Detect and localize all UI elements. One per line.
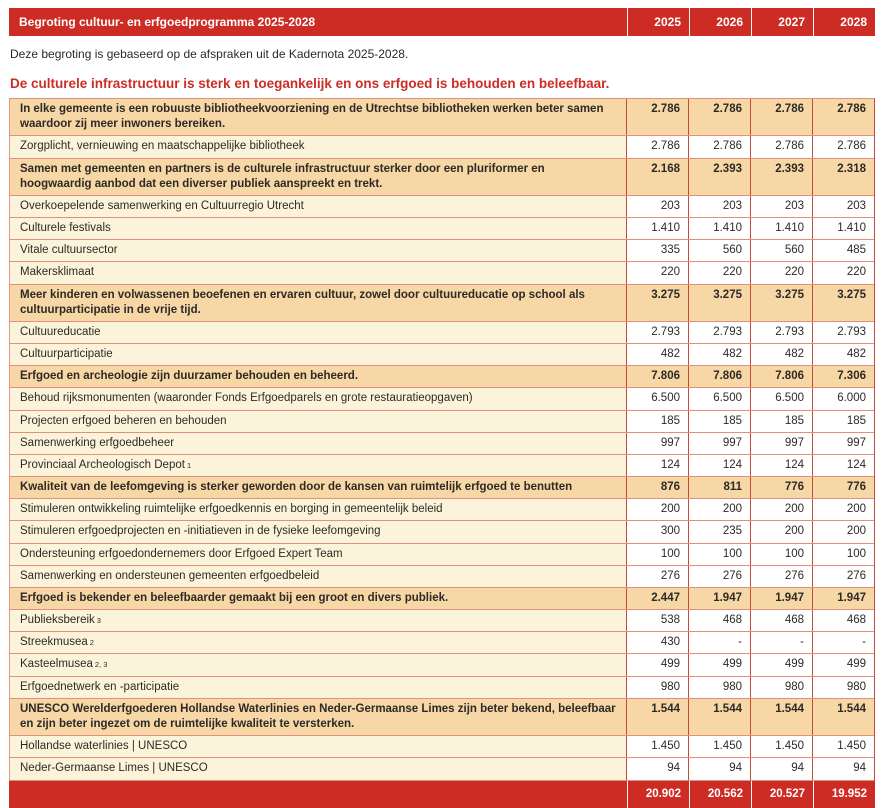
table-row [10, 736, 874, 758]
value-cell-2027: 776 [750, 477, 812, 498]
value-cell-2027: 203 [750, 196, 812, 217]
table-row [10, 136, 874, 158]
table-row [10, 240, 874, 262]
row-label: Streekmusea 2 [10, 632, 626, 653]
value-cell-2025: 185 [626, 411, 688, 432]
row-label: Overkoepelende samenwerking en Cultuurregio Utrecht [10, 196, 626, 217]
value-cell-2025: 200 [626, 499, 688, 520]
row-label: Provinciaal Archeologisch Depot 1 [10, 455, 626, 476]
value-cell-2025: 2.793 [626, 322, 688, 343]
value-cell-2028: 997 [812, 433, 874, 454]
value-cell-2025: 2.786 [626, 99, 688, 135]
table-row [10, 544, 874, 566]
value-cell-2028: 94 [812, 758, 874, 779]
value-cell-2025: 1.410 [626, 218, 688, 239]
value-cell-2028: 499 [812, 654, 874, 675]
value-cell-2028: 6.000 [812, 388, 874, 409]
value-cell-2026: 3.275 [688, 285, 750, 321]
value-cell-2028: 980 [812, 677, 874, 698]
value-cell-2026: 2.786 [688, 99, 750, 135]
value-cell-2025: 7.806 [626, 366, 688, 387]
value-cell-2026: 811 [688, 477, 750, 498]
value-cell-2025: 2.786 [626, 136, 688, 157]
row-label: Erfgoed is bekender en beleefbaarder gemaakt bij een groot en divers publiek. [20, 591, 449, 604]
value-cell-2028: 776 [812, 477, 874, 498]
value-cell-2025: 300 [626, 521, 688, 542]
year-header-2027: 2027 [751, 8, 813, 36]
row-label: In elke gemeente is een robuuste bibliotheekvoorziening en de Utrechtse bibliotheken werken beter samen waardoor zij meer inwoners bereiken. [20, 103, 604, 131]
table-row [10, 588, 874, 610]
value-cell-2027: 100 [750, 544, 812, 565]
value-cell-2025: 1.544 [626, 699, 688, 735]
value-cell-2027: 220 [750, 262, 812, 283]
table-row [10, 411, 874, 433]
value-cell-2028: - [812, 632, 874, 653]
year-header-2026: 2026 [689, 8, 751, 36]
value-cell-2025: 499 [626, 654, 688, 675]
row-label: Cultuureducatie [10, 322, 626, 343]
value-cell-2026: 2.793 [688, 322, 750, 343]
row-label: Ondersteuning erfgoedondernemers door Erfgoed Expert Team [10, 544, 626, 565]
value-cell-2026: 100 [688, 544, 750, 565]
value-cell-2028: 1.410 [812, 218, 874, 239]
value-cell-2026: 203 [688, 196, 750, 217]
value-cell-2028: 2.318 [812, 159, 874, 195]
table-row [10, 322, 874, 344]
value-cell-2027: 94 [750, 758, 812, 779]
value-cell-2028: 2.786 [812, 99, 874, 135]
value-cell-2027: 482 [750, 344, 812, 365]
value-cell-2027: 185 [750, 411, 812, 432]
table-row [10, 477, 874, 499]
table-row [10, 566, 874, 588]
value-cell-2028: 2.786 [812, 136, 874, 157]
table-row [10, 521, 874, 543]
value-cell-2028: 1.544 [812, 699, 874, 735]
table-row [10, 218, 874, 240]
row-label: Samenwerking erfgoedbeheer [10, 433, 626, 454]
value-cell-2026: 276 [688, 566, 750, 587]
value-cell-2026: 1.544 [688, 699, 750, 735]
value-cell-2027: 6.500 [750, 388, 812, 409]
table-row [10, 262, 874, 284]
value-cell-2028: 1.450 [812, 736, 874, 757]
row-label: Culturele festivals [10, 218, 626, 239]
value-cell-2028: 482 [812, 344, 874, 365]
row-label: Makersklimaat [10, 262, 626, 283]
value-cell-2028: 485 [812, 240, 874, 261]
table-row [10, 455, 874, 477]
value-cell-2025: 100 [626, 544, 688, 565]
value-cell-2027: 2.786 [750, 99, 812, 135]
value-cell-2026: 1.947 [688, 588, 750, 609]
table-title: Begroting cultuur- en erfgoedprogramma 2025-2028 [19, 15, 316, 29]
value-cell-2025: 94 [626, 758, 688, 779]
value-cell-2025: 482 [626, 344, 688, 365]
value-cell-2027: 1.947 [750, 588, 812, 609]
value-cell-2026: 94 [688, 758, 750, 779]
table-row [10, 285, 874, 322]
value-cell-2027: 1.450 [750, 736, 812, 757]
value-cell-2025: 2.447 [626, 588, 688, 609]
value-cell-2026: 997 [688, 433, 750, 454]
row-label: Samen met gemeenten en partners is de culturele infrastructuur sterker door een pluriformer en hoogwaardig aanbod dat een diverser publiek aanspreekt en trekt. [20, 162, 545, 190]
value-cell-2027: 997 [750, 433, 812, 454]
value-cell-2027: 124 [750, 455, 812, 476]
budget-table [9, 98, 875, 781]
intro-text: Deze begroting is gebaseerd op de afspraken uit de Kadernota 2025-2028. [10, 47, 409, 61]
value-cell-2027: 560 [750, 240, 812, 261]
value-cell-2027: 200 [750, 521, 812, 542]
table-row [10, 499, 874, 521]
totals-row [9, 781, 875, 808]
value-cell-2026: 468 [688, 610, 750, 631]
total-2025: 20.902 [627, 781, 689, 808]
value-cell-2025: 538 [626, 610, 688, 631]
value-cell-2026: 560 [688, 240, 750, 261]
table-row [10, 388, 874, 410]
value-cell-2026: 499 [688, 654, 750, 675]
row-label: Neder-Germaanse Limes | UNESCO [10, 758, 626, 779]
table-header [9, 8, 875, 36]
value-cell-2027: 468 [750, 610, 812, 631]
value-cell-2028: 468 [812, 610, 874, 631]
value-cell-2028: 220 [812, 262, 874, 283]
row-label: Erfgoed en archeologie zijn duurzamer behouden en beheerd. [20, 370, 359, 383]
value-cell-2027: 2.393 [750, 159, 812, 195]
row-label: Zorgplicht, vernieuwing en maatschappelijke bibliotheek [10, 136, 626, 157]
row-label: Kasteelmusea 2, 3 [10, 654, 626, 675]
value-cell-2028: 200 [812, 499, 874, 520]
total-2028: 19.952 [813, 781, 875, 808]
value-cell-2025: 430 [626, 632, 688, 653]
row-label: Publieksbereik 3 [10, 610, 626, 631]
value-cell-2026: 2.786 [688, 136, 750, 157]
value-cell-2028: 7.306 [812, 366, 874, 387]
row-label: UNESCO Werelderfgoederen Hollandse Waterlinies en Neder-Germaanse Limes zijn beter bekend, beleefbaar en zijn beter ingezet om de ruimtelijke kwaliteit te versterken. [20, 702, 616, 730]
table-row [10, 196, 874, 218]
value-cell-2027: 7.806 [750, 366, 812, 387]
section-heading: De culturele infrastructuur is sterk en toegankelijk en ons erfgoed is behouden en beleefbaar. [10, 76, 610, 91]
row-label: Erfgoednetwerk en -participatie [10, 677, 626, 698]
row-label: Kwaliteit van de leefomgeving is sterker geworden door de kansen van ruimtelijk erfgoed te benutten [20, 481, 573, 494]
row-label: Vitale cultuursector [10, 240, 626, 261]
row-label: Stimuleren ontwikkeling ruimtelijke erfgoedkennis en borging in gemeentelijk beleid [10, 499, 626, 520]
value-cell-2028: 124 [812, 455, 874, 476]
value-cell-2026: - [688, 632, 750, 653]
value-cell-2025: 6.500 [626, 388, 688, 409]
value-cell-2028: 3.275 [812, 285, 874, 321]
value-cell-2028: 200 [812, 521, 874, 542]
value-cell-2027: 276 [750, 566, 812, 587]
value-cell-2026: 2.393 [688, 159, 750, 195]
value-cell-2025: 876 [626, 477, 688, 498]
value-cell-2026: 185 [688, 411, 750, 432]
value-cell-2028: 100 [812, 544, 874, 565]
table-row [10, 99, 874, 136]
table-row [10, 344, 874, 366]
value-cell-2027: 2.786 [750, 136, 812, 157]
table-row [10, 758, 874, 780]
value-cell-2025: 203 [626, 196, 688, 217]
table-row [10, 610, 874, 632]
value-cell-2026: 482 [688, 344, 750, 365]
value-cell-2026: 980 [688, 677, 750, 698]
value-cell-2027: 499 [750, 654, 812, 675]
row-label: Samenwerking en ondersteunen gemeenten erfgoedbeleid [10, 566, 626, 587]
value-cell-2025: 1.450 [626, 736, 688, 757]
value-cell-2026: 124 [688, 455, 750, 476]
row-label: Hollandse waterlinies | UNESCO [10, 736, 626, 757]
value-cell-2027: - [750, 632, 812, 653]
value-cell-2026: 235 [688, 521, 750, 542]
value-cell-2028: 185 [812, 411, 874, 432]
value-cell-2026: 7.806 [688, 366, 750, 387]
value-cell-2025: 276 [626, 566, 688, 587]
row-label: Cultuurparticipatie [10, 344, 626, 365]
value-cell-2027: 2.793 [750, 322, 812, 343]
value-cell-2025: 220 [626, 262, 688, 283]
table-row [10, 677, 874, 699]
value-cell-2025: 2.168 [626, 159, 688, 195]
value-cell-2028: 276 [812, 566, 874, 587]
table-row [10, 366, 874, 388]
total-2026: 20.562 [689, 781, 751, 808]
table-row [10, 654, 874, 676]
totals-label-spacer [9, 781, 627, 808]
row-label: Behoud rijksmonumenten (waaronder Fonds Erfgoedparels en grote restauratieopgaven) [10, 388, 626, 409]
value-cell-2027: 1.544 [750, 699, 812, 735]
value-cell-2026: 1.450 [688, 736, 750, 757]
table-row [10, 433, 874, 455]
value-cell-2027: 3.275 [750, 285, 812, 321]
value-cell-2027: 980 [750, 677, 812, 698]
table-row [10, 632, 874, 654]
total-2027: 20.527 [751, 781, 813, 808]
value-cell-2027: 200 [750, 499, 812, 520]
year-header-2025: 2025 [627, 8, 689, 36]
value-cell-2025: 980 [626, 677, 688, 698]
value-cell-2025: 997 [626, 433, 688, 454]
year-header-2028: 2028 [813, 8, 875, 36]
value-cell-2027: 1.410 [750, 218, 812, 239]
value-cell-2028: 1.947 [812, 588, 874, 609]
value-cell-2025: 124 [626, 455, 688, 476]
row-label: Meer kinderen en volwassenen beoefenen en ervaren cultuur, zowel door cultuureducatie op school als cultuurparticipatie in de vrije tijd. [20, 288, 585, 316]
row-label: Stimuleren erfgoedprojecten en -initiatieven in de fysieke leefomgeving [10, 521, 626, 542]
value-cell-2026: 1.410 [688, 218, 750, 239]
value-cell-2026: 200 [688, 499, 750, 520]
value-cell-2026: 6.500 [688, 388, 750, 409]
value-cell-2028: 203 [812, 196, 874, 217]
value-cell-2026: 220 [688, 262, 750, 283]
table-row [10, 159, 874, 196]
table-row [10, 699, 874, 736]
value-cell-2028: 2.793 [812, 322, 874, 343]
value-cell-2025: 3.275 [626, 285, 688, 321]
value-cell-2025: 335 [626, 240, 688, 261]
row-label: Projecten erfgoed beheren en behouden [10, 411, 626, 432]
